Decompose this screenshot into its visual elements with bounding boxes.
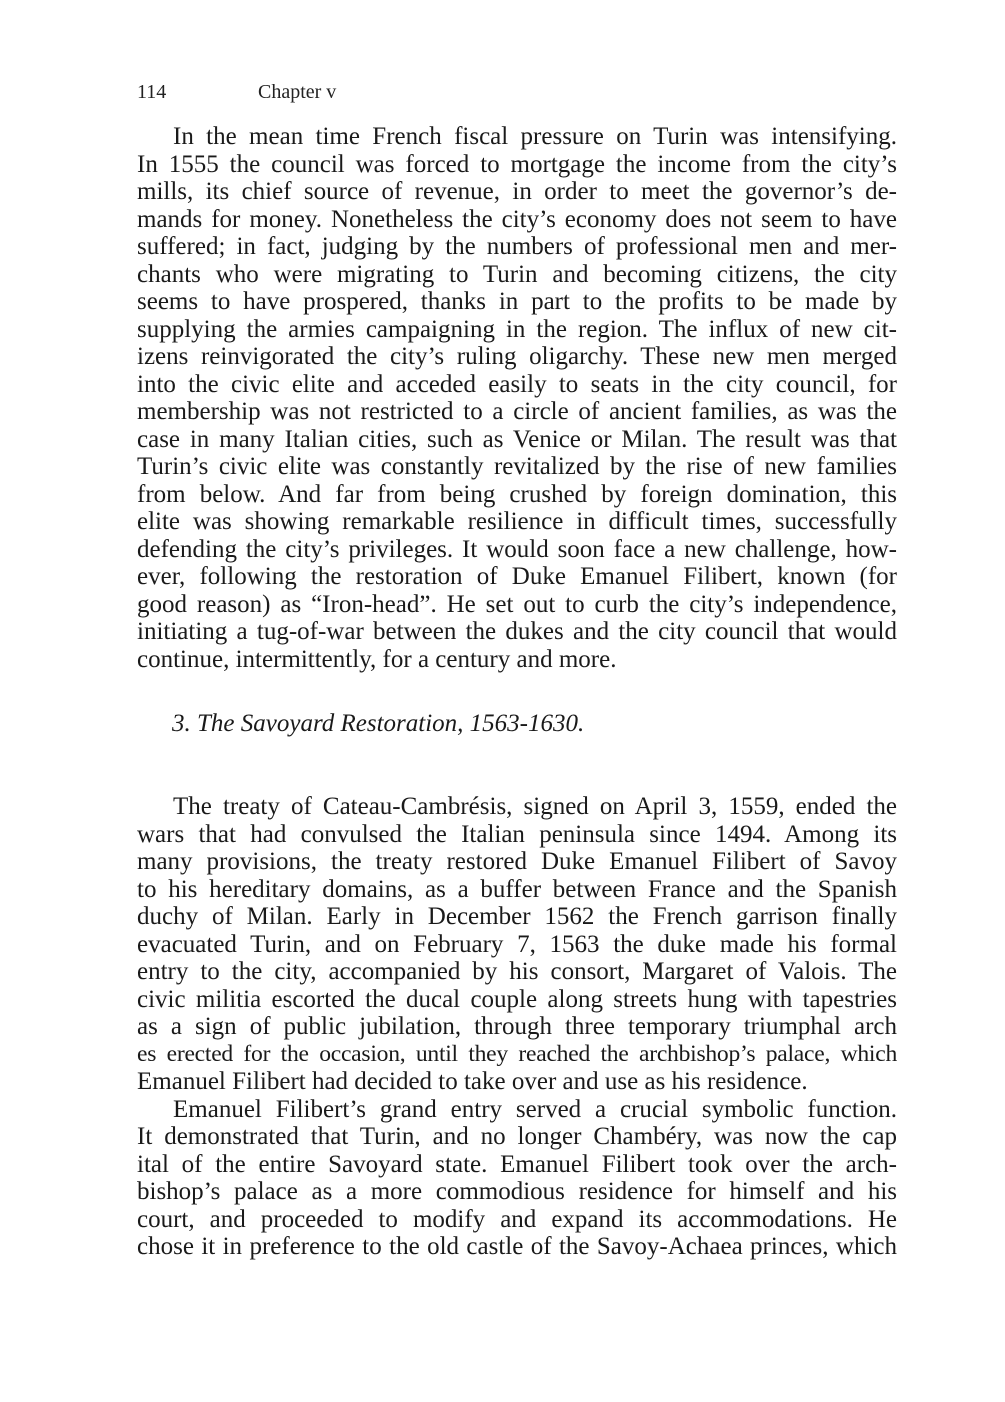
text-line: good reason) as “Iron-head”. He set out to curb the city’s independence, [137, 590, 897, 618]
text-line: duchy of Milan. Early in December 1562 the French garrison finally [137, 903, 897, 930]
text-line: Emanuel Filibert’s grand entry served a crucial symbolic function. [173, 1095, 897, 1123]
text-line: The treaty of Cateau-Cambrésis, signed on April 3, 1559, ended the [173, 793, 897, 820]
text-line: bishop’s palace as a more commodious residence for himself and his [137, 1178, 897, 1205]
text-line: to his hereditary domains, as a buffer between France and the Spanish [137, 875, 897, 903]
text-line: as a sign of public jubilation, through three temporary triumphal arch [137, 1013, 897, 1040]
text-line: ital of the entire Savoyard state. Emanuel Filibert took over the arch- [137, 1150, 897, 1178]
text-line: evacuated Turin, and on February 7, 1563 the duke made his formal [137, 930, 897, 958]
text-line: Emanuel Filibert had decided to take over and use as his residence. [137, 1068, 808, 1095]
text-line: into the civic elite and acceded easily to seats in the city council, for [137, 370, 897, 398]
text-line: Turin’s civic elite was constantly revitalized by the rise of new families [137, 453, 897, 480]
text-line: continue, intermittently, for a century and more. [137, 645, 617, 673]
text-line: civic militia escorted the ducal couple along streets hung with tapestries [137, 985, 897, 1013]
page-number: 114 [137, 81, 167, 103]
text-line: chants who were migrating to Turin and becoming citizens, the city [137, 260, 897, 288]
text-line: from below. And far from being crushed by foreign domination, this [137, 480, 897, 508]
text-line: membership was not restricted to a circle of ancient families, as was the [137, 398, 897, 425]
paragraph-1 [137, 123, 897, 673]
text-line: It demonstrated that Turin, and no longer Chambéry, was now the cap [137, 1123, 897, 1150]
text-line: initiating a tug-of-war between the dukes and the city council that would [137, 618, 897, 645]
text-line: supplying the armies campaigning in the region. The influx of new cit- [137, 315, 897, 343]
text-line: case in many Italian cities, such as Venice or Milan. The result was that [137, 425, 897, 453]
text-line: defending the city’s privileges. It would soon face a new challenge, how- [137, 535, 897, 563]
text-line: elite was showing remarkable resilience in difficult times, successfully [137, 508, 897, 535]
paragraph-2 [137, 793, 897, 1261]
text-line: In the mean time French fiscal pressure on Turin was intensifying. [173, 123, 897, 150]
chapter-title: Chapter v [258, 81, 337, 103]
section-heading: 3. The Savoyard Restoration, 1563-1630. [172, 710, 585, 737]
text-line: many provisions, the treaty restored Duke Emanuel Filibert of Savoy [137, 848, 897, 875]
text-line: court, and proceeded to modify and expand its accommodations. He [137, 1205, 897, 1233]
text-line: chose it in preference to the old castle of the Savoy-Achaea princes, which [137, 1233, 897, 1260]
text-line: In 1555 the council was forced to mortgage the income from the city’s [137, 150, 897, 178]
text-line: suffered; in fact, judging by the numbers of professional men and mer- [137, 233, 897, 260]
text-line: seems to have prospered, thanks in part to the profits to be made by [137, 288, 897, 315]
text-line: ever, following the restoration of Duke Emanuel Filibert, known (for [137, 563, 897, 590]
text-line: wars that had convulsed the Italian peninsula since 1494. Among its [137, 820, 897, 848]
text-line: mands for money. Nonetheless the city’s economy does not seem to have [137, 205, 897, 233]
text-line: es erected for the occasion, until they reached the archbishop’s palace, which [137, 1040, 897, 1067]
text-line: entry to the city, accompanied by his consort, Margaret of Valois. The [137, 958, 897, 985]
text-line: izens reinvigorated the city’s ruling oligarchy. These new men merged [137, 343, 897, 370]
text-line: mills, its chief source of revenue, in order to meet the governor’s de- [137, 178, 897, 205]
running-head [137, 78, 336, 106]
